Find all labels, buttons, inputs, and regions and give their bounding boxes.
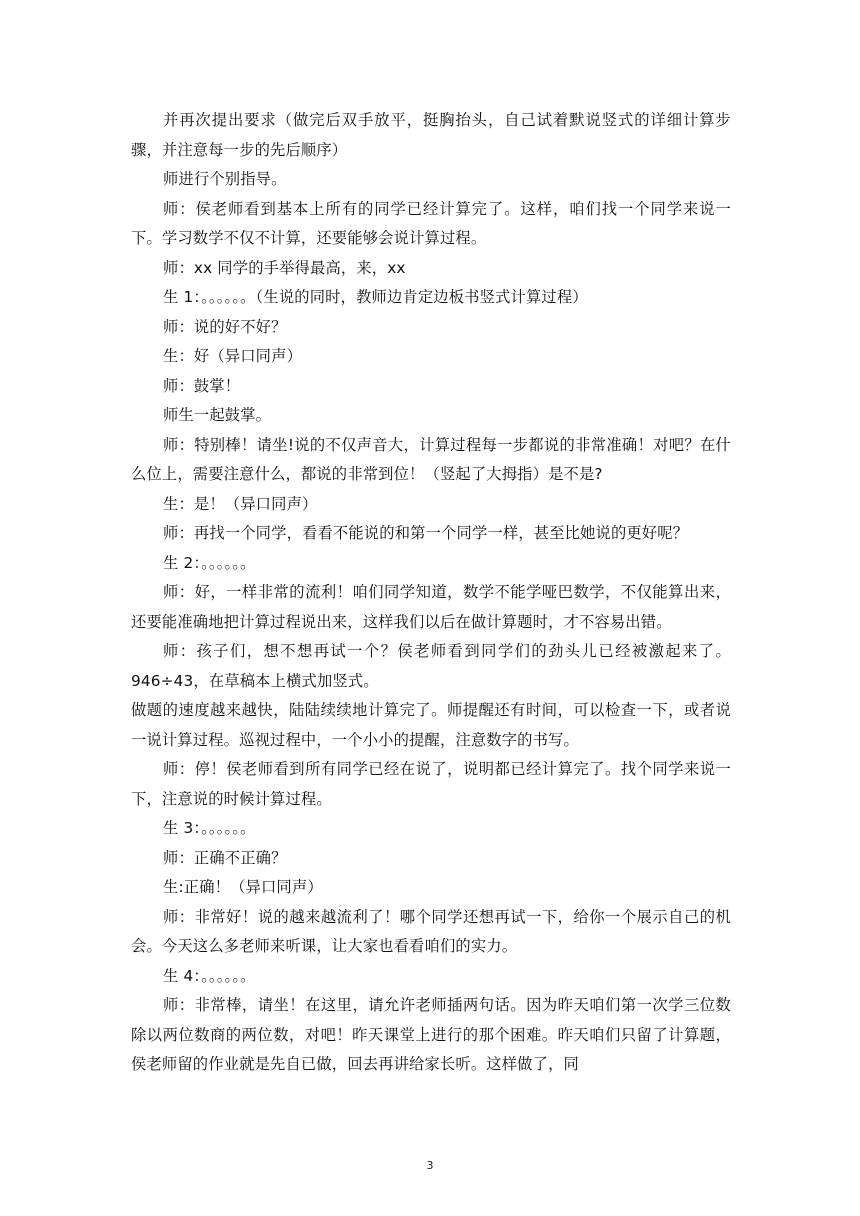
paragraph: 并再次提出要求（做完后双手放平，挺胸抬头，自己试着默说竖式的详细计算步骤，并注意每一步的先后顺序） [131,111,731,159]
page-body [131,106,731,1080]
paragraph: 师生一起鼓掌。 [163,406,272,424]
paragraph: 师：好，一样非常的流利！咱们同学知道，数学不能学哑巴数学，不仅能算出来，还要能准确地把计算过程说出来，这样我们以后在做计算题时，才不容易出错。 [131,583,731,631]
paragraph: 师：孩子们，想不想再试一个？侯老师看到同学们的劲头儿已经被激起来了。946÷43，在草稿本上横式加竖式。 [131,642,731,690]
paragraph: 师：说的好不好？ [163,317,287,336]
paragraph: 生 2：。。。。。。 [163,553,256,572]
paragraph: 师：再找一个同学，看看不能说的和第一个同学一样，甚至比她说的更好呢？ [163,524,689,542]
paragraph: 师：非常好！说的越来越流利了！哪个同学还想再试一下，给你一个展示自己的机会。今天这么多老师来听课，让大家也看看咱们的实力。 [131,907,731,955]
paragraph: 师：停！侯老师看到所有同学已经在说了，说明都已经计算完了。找个同学来说一下，注意说的时候计算过程。 [131,760,731,808]
paragraph: 师进行个别指导。 [163,170,287,188]
paragraph: 师：xx 同学的手举得最高，来，xx [163,258,406,277]
paragraph: 师：侯老师看到基本上所有的同学已经计算完了。这样，咱们找一个同学来说一下。学习数学不仅不计算，还要能够会说计算过程。 [131,199,731,247]
paragraph: 师：特别棒！请坐!说的不仅声音大，计算过程每一步都说的非常准确！对吧？在什么位上，需要注意什么，都说的非常到位！（竖起了大拇指）是不是? [131,435,731,483]
paragraph: 师：鼓掌！ [163,376,241,395]
paragraph: 生：是！（异口同声） [163,494,318,513]
paragraph: 做题的速度越来越快，陆陆续续地计算完了。师提醒还有时间，可以检查一下，或者说一说计算过程。巡视过程中，一个小小的提醒，注意数字的书写。 [131,701,731,749]
paragraph: 生:正确！（异口同声） [163,878,323,896]
paragraph: 师：非常棒，请坐！在这里，请允许老师插两句话。因为昨天咱们第一次学三位数除以两位数商的两位数，对吧！昨天课堂上进行的那个困难。昨天咱们只留了计算题，侯老师留的作业就是先自已做，回去再讲给家长听。这样做了，同 [131,996,731,1073]
paragraph: 师：正确不正确？ [163,848,287,867]
paragraph: 生 1：。。。。。。（生说的同时，教师边肯定边板书竖式计算过程） [163,288,588,306]
page-number: 3 [426,1159,434,1172]
paragraph: 生 4：。。。。。。 [163,966,256,985]
paragraph: 生：好（异口同声） [163,347,303,365]
paragraph: 生 3：。。。。。。 [163,819,256,837]
